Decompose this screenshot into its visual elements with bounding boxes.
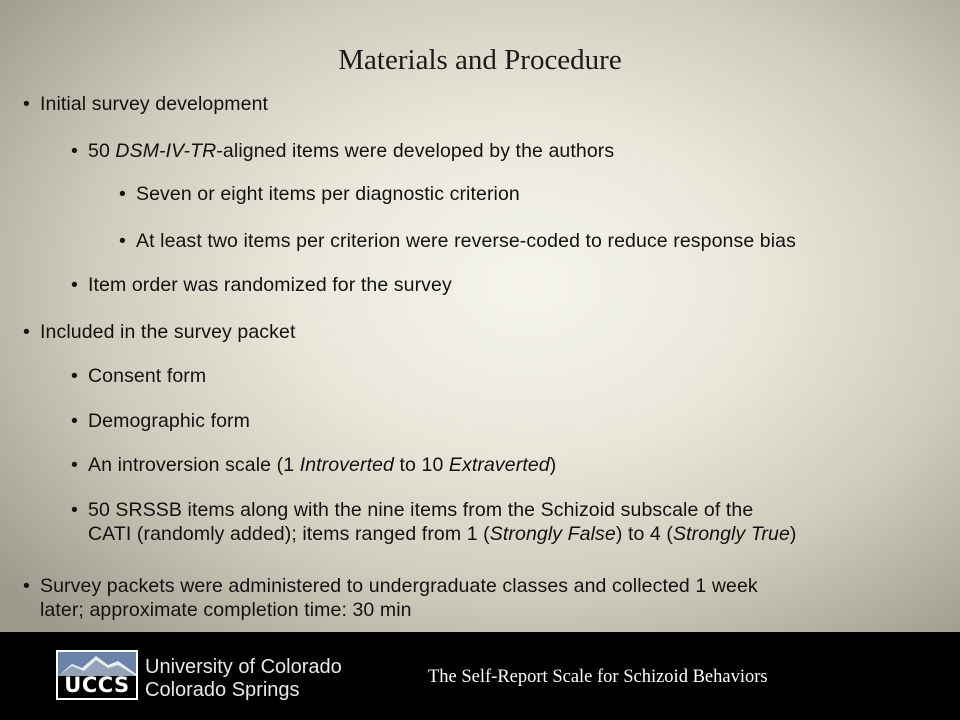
uccs-logo (56, 650, 138, 700)
bullet-marker: • (71, 274, 78, 296)
bullet-consent-form: • Consent form (71, 365, 207, 387)
presentation-title: The Self-Report Scale for Schizoid Behaviors (428, 667, 768, 687)
university-name-line2: Colorado Springs (145, 679, 300, 701)
bullet-reverse-coded: • At least two items per criterion were reverse-coded to reduce response bias (119, 230, 796, 252)
bullet-marker: • (71, 140, 78, 162)
bullet-marker: • (71, 365, 78, 387)
bullet-marker: • (71, 499, 78, 521)
university-name-line1: University of Colorado (145, 656, 342, 678)
logo-wordmark: UCCS (64, 673, 130, 697)
bullet-items-per-criterion: • Seven or eight items per diagnostic criterion (119, 183, 520, 205)
slide-title: Materials and Procedure (338, 44, 622, 76)
bullet-marker: • (119, 183, 126, 205)
bullet-marker: • (71, 410, 78, 432)
bullet-administration: • Survey packets were administered to undergraduate classes and collected 1 week later; approximate completion time: 30 min (23, 575, 758, 621)
bullet-dsm-items: • 50 DSM-IV-TR-aligned items were developed by the authors (71, 140, 615, 162)
bullet-marker: • (23, 575, 30, 597)
bullet-demographic-form: • Demographic form (71, 410, 250, 432)
bullet-introversion-scale: • An introversion scale (1 Introverted to 10 Extraverted) (71, 454, 557, 476)
bullet-survey-packet: • Included in the survey packet (23, 321, 296, 343)
bullet-marker: • (71, 454, 78, 476)
bullet-marker: • (23, 321, 30, 343)
bullet-item-order: • Item order was randomized for the survey (71, 274, 452, 296)
bullet-srssb-items: • 50 SRSSB items along with the nine items from the Schizoid subscale of the CATI (randomly added); items ranged from 1 (Strongly False) to 4 (Strongly True) (71, 499, 797, 545)
bullet-marker: • (23, 93, 30, 115)
bullet-initial-survey: • Initial survey development (23, 93, 269, 115)
bullet-marker: • (119, 230, 126, 252)
